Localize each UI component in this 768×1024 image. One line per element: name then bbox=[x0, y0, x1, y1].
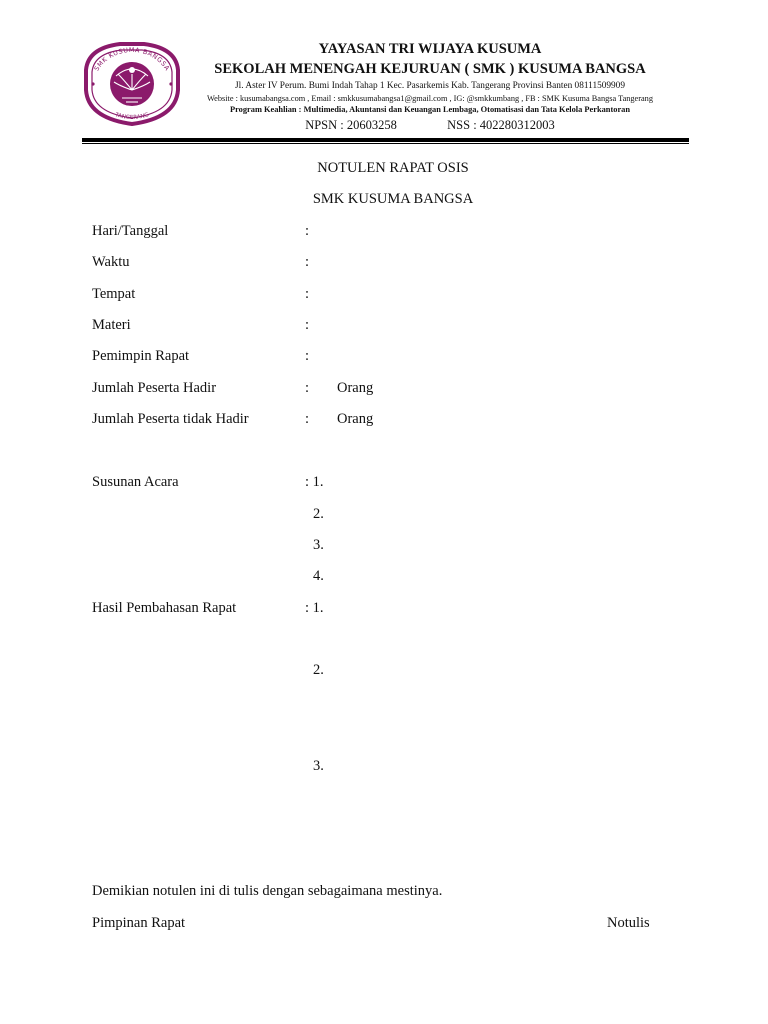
logo-ring-top-text: SMK KUSUMA BANGSA bbox=[92, 45, 172, 73]
npsn-number: NPSN : 20603258 bbox=[305, 118, 397, 132]
document-title: NOTULEN RAPAT OSIS bbox=[317, 160, 469, 176]
results-item-2: 2. bbox=[313, 662, 324, 678]
field-colon: : bbox=[305, 411, 310, 427]
field-colon: : bbox=[305, 286, 310, 302]
field-colon: : bbox=[305, 317, 310, 333]
field-colon: : bbox=[305, 348, 310, 364]
field-value-absent: Orang bbox=[337, 411, 374, 427]
results-label: Hasil Pembahasan Rapat bbox=[92, 600, 237, 616]
logo-ring-bottom-text: TANGERANG bbox=[114, 112, 150, 122]
field-colon: : bbox=[305, 380, 310, 396]
registration-numbers bbox=[182, 118, 678, 133]
field-label-date: Hari/Tanggal bbox=[92, 223, 169, 239]
header-divider-thick bbox=[82, 138, 689, 142]
field-colon: : bbox=[305, 254, 310, 270]
signature-secretary: Notulis bbox=[607, 915, 650, 931]
school-contact: Website : kusumabangsa.com , Email : smkkusumabangsa1@gmail.com , IG: @smkkumbang , FB : SMK Kusuma Bangsa Tangerang bbox=[207, 94, 653, 103]
field-label-topic: Materi bbox=[92, 317, 131, 333]
field-label-leader: Pemimpin Rapat bbox=[92, 348, 190, 364]
closing-statement: Demikian notulen ini di tulis dengan sebagaimana mestinya. bbox=[92, 883, 443, 899]
field-label-time: Waktu bbox=[92, 254, 130, 270]
agenda-item-3: 3. bbox=[313, 537, 324, 553]
signature-leader: Pimpinan Rapat bbox=[92, 915, 186, 931]
program-list: Program Keahlian : Multimedia, Akuntansi dan Keuangan Lembaga, Otomatisasi dan Tata Kelola Perkantoran bbox=[229, 105, 631, 114]
results-item-1: : 1. bbox=[305, 600, 324, 616]
agenda-label: Susunan Acara bbox=[92, 474, 179, 490]
school-name: SEKOLAH MENENGAH KEJURUAN ( SMK ) KUSUMA BANGSA bbox=[214, 61, 646, 77]
field-label-place: Tempat bbox=[92, 286, 136, 302]
field-label-absent: Jumlah Peserta tidak Hadir bbox=[92, 411, 249, 427]
agenda-item-2: 2. bbox=[313, 506, 324, 522]
header-divider-thin bbox=[82, 143, 689, 144]
foundation-name: YAYASAN TRI WIJAYA KUSUMA bbox=[318, 41, 542, 57]
field-label-present: Jumlah Peserta Hadir bbox=[92, 380, 217, 396]
school-logo bbox=[80, 40, 184, 126]
document-subtitle: SMK KUSUMA BANGSA bbox=[312, 191, 474, 207]
field-colon: : bbox=[305, 223, 310, 239]
agenda-item-4: 4. bbox=[313, 568, 324, 584]
school-address: Jl. Aster IV Perum. Bumi Indah Tahap 1 Kec. Pasarkemis Kab. Tangerang Provinsi Banten 08111509909 bbox=[235, 81, 625, 91]
field-value-present: Orang bbox=[337, 380, 374, 396]
nss-number: NSS : 402280312003 bbox=[447, 118, 555, 132]
results-item-3: 3. bbox=[313, 758, 324, 774]
agenda-item-1: : 1. bbox=[305, 474, 324, 490]
